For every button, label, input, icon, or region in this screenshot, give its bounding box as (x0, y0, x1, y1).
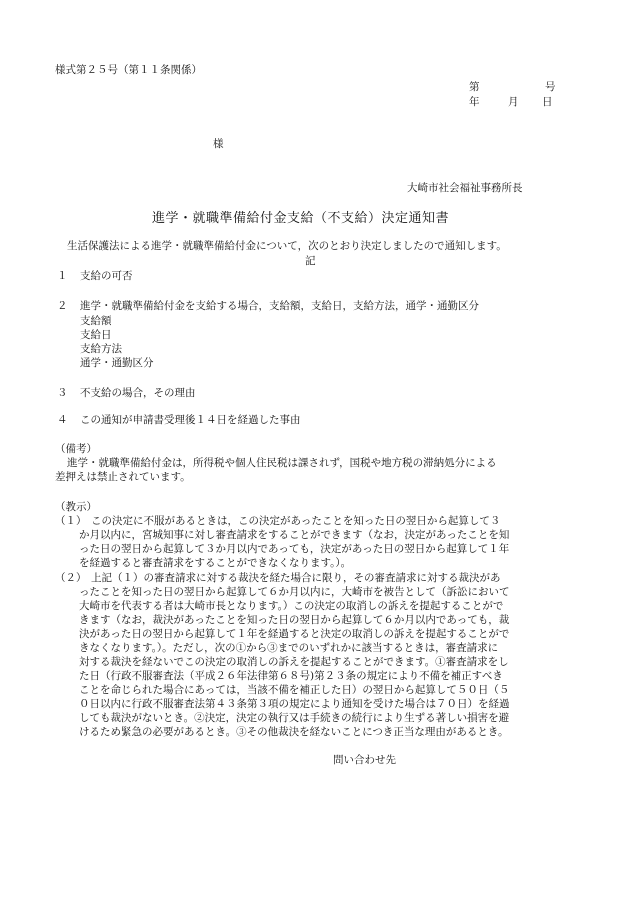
sender-office: 大崎市社会福祉事務所長 (407, 182, 523, 194)
instruction-2-line: きます（なお，裁決があったことを知った日の翌日から起算して６か月以内であっても，裁 (79, 614, 510, 626)
form-number: 様式第２５号（第１１条関係） (55, 64, 202, 76)
item-text: 支給の可否 (80, 270, 133, 282)
instruction-2-line: た日（行政不服審査法（平成２６年法律第６８号)第２３条の規定により不備を補正すべき (79, 670, 503, 682)
item-text: 不支給の場合，その理由 (80, 387, 196, 399)
sub-item: 支給額 (80, 315, 112, 327)
instructions-heading: （教示） (55, 501, 97, 513)
number-label-dai: 第 (469, 81, 480, 93)
instruction-2-line: しても裁決がないとき。②決定，決定の執行又は手続きの続行により生ずる著しい損害を避 (79, 712, 510, 724)
instruction-1-line: を経過すると審査請求をすることができなくなります。）。 (79, 557, 352, 569)
remarks-line: 進学・就職準備給付金は，所得税や個人住民税は課されず，国税や地方税の滞納処分による (67, 457, 497, 469)
sub-item: 支給日 (80, 329, 112, 341)
instruction-2-line: 上記（１）の審査請求に対する裁決を経た場合に限り，その審査請求に対する裁決があ (91, 572, 501, 584)
sub-item: 通学・通勤区分 (80, 357, 154, 369)
date-month-label: 月 (508, 96, 519, 108)
instruction-1-line: った日の翌日から起算して３か月以内であっても，決定があった日の翌日から起算して１年 (79, 543, 510, 555)
date-day-label: 日 (542, 96, 553, 108)
contact-label: 問い合わせ先 (333, 754, 396, 766)
number-label-go: 号 (545, 81, 556, 93)
instruction-1-line: この決定に不服があるときは，この決定があったことを知った日の翌日から起算して３ (91, 515, 501, 527)
document-title: 進学・就職準備給付金支給（不支給）決定通知書 (152, 211, 450, 226)
item-text: この通知が申請書受理後１４日を経過した事由 (80, 414, 301, 426)
instruction-2-line: ことを命じられた場合にあっては，当該不備を補正した日）の翌日から起算して５０日（５ (79, 684, 510, 696)
instruction-2-line: 対する裁決を経ないでこの決定の取消しの訴えを提起することができます。①審査請求をし (79, 656, 509, 668)
instruction-2-line: ったことを知った日の翌日から起算して６か月以内に，大崎市を被告として（訴訟において (79, 586, 510, 598)
instruction-2-label: （２） (55, 572, 87, 584)
date-year-label: 年 (469, 96, 480, 108)
item-number: ３ (57, 387, 68, 399)
recipient-honorific: 様 (213, 138, 224, 150)
item-number: ４ (57, 414, 68, 426)
remarks-line: 差押えは禁止されています。 (55, 471, 191, 483)
instruction-2-line: きなくなります。）。ただし，次の①から③までのいずれかに該当するときは，審査請求に (79, 642, 499, 654)
instruction-2-line: ０日以内に行政不服審査法第４３条第３項の規定により通知を受けた場合は７０日）を経過 (79, 698, 510, 710)
instruction-1-line: か月以内に，宮城知事に対し審査請求をすることができます（なお，決定があったことを知 (79, 529, 510, 541)
instruction-2-line: けるため緊急の必要があるとき。③その他裁決を経ないことにつき正当な理由があるとき。 (79, 726, 509, 738)
ki-label: 記 (305, 255, 316, 267)
sub-item: 支給方法 (80, 343, 122, 355)
instruction-2-line: 決があった日の翌日から起算して１年を経過すると決定の取消しの訴えを提起することがで (79, 628, 510, 640)
item-number: １ (57, 270, 68, 282)
intro-text: 生活保護法による進学・就職準備給付金について，次のとおり決定しましたので通知します。 (67, 240, 507, 252)
remarks-heading: （備考） (55, 443, 97, 455)
item-number: ２ (57, 300, 68, 312)
instruction-2-line: 大崎市を代表する者は大崎市長となります。）この決定の取消しの訴えを提起することがで (79, 600, 504, 612)
instruction-1-label: （１） (55, 515, 87, 527)
item-text: 進学・就職準備給付金を支給する場合，支給額，支給日，支給方法，通学・通勤区分 (80, 300, 479, 312)
